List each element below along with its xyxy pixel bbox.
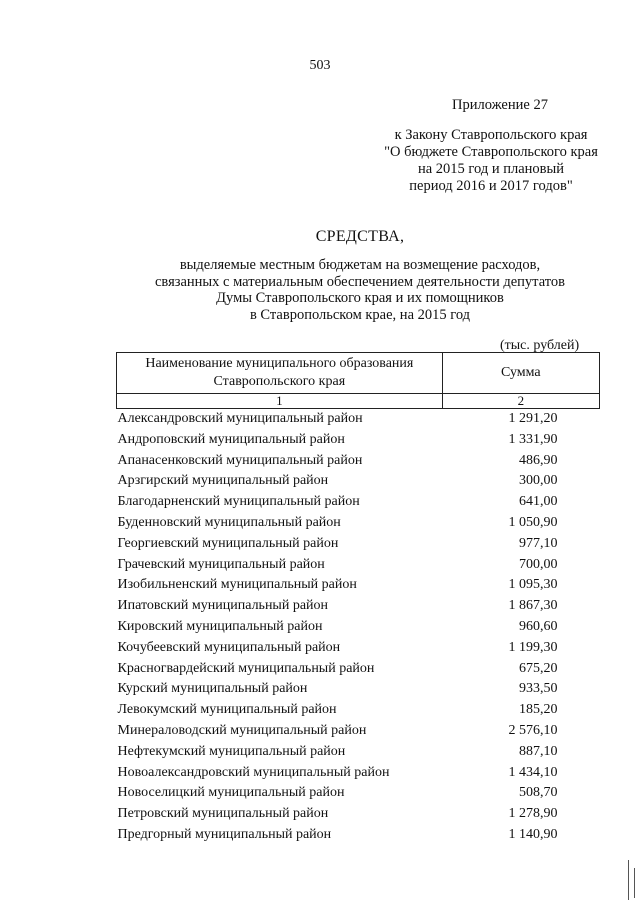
amount-value: 1 050,90 [508,514,558,530]
header-sum: Сумма [442,353,599,394]
table-header-row [117,353,600,394]
table-row [117,575,600,596]
table-row [117,783,600,804]
municipality-name: Грачевский муниципальный район [117,556,325,572]
municipality-name: Александровский муниципальный район [117,411,363,426]
table-row [117,451,600,472]
municipality-name: Новоселицкий муниципальный район [117,785,345,801]
amount-value: 1 291,20 [508,411,558,426]
municipality-name: Курский муниципальный район [117,681,308,697]
law-reference [360,127,622,195]
table-row [117,825,600,846]
table-row [117,638,600,659]
table-row [117,555,600,576]
municipality-name: Петровский муниципальный район [117,806,329,822]
law-reference-line: период 2016 и 2017 годов" [409,178,573,194]
municipality-name: Левокумский муниципальный район [117,702,337,718]
municipality-name: Георгиевский муниципальный район [117,535,339,551]
table-row [117,596,600,617]
municipality-name: Нефтекумский муниципальный район [117,743,346,759]
amount-value: 2 576,10 [508,722,558,738]
table-row [117,534,600,555]
municipality-name: Ипатовский муниципальный район [117,598,329,614]
scan-edge-mark [628,860,629,900]
subtitle-line: выделяемые местным бюджетам на возмещение расходов, [179,257,541,273]
table-row [117,679,600,700]
amount-value: 675,20 [519,660,558,676]
amount-value: 1 867,30 [508,598,558,614]
amount-value: 508,70 [519,785,558,801]
table-row [117,721,600,742]
table-row [117,617,600,638]
municipality-name: Минераловодский муниципальный район [117,722,367,738]
table-row [117,742,600,763]
budget-table [116,352,600,846]
amount-value: 486,90 [519,452,558,468]
table-row [117,763,600,784]
units-label: (тыс. рублей) [500,338,580,353]
column-numbers-row [117,394,600,409]
table-row [117,471,600,492]
header-municipality: Наименование муниципального образования Ставропольского края [117,353,443,394]
amount-value: 1 140,90 [508,826,558,842]
amount-value: 1 199,30 [508,639,558,655]
law-reference-line: "О бюджете Ставропольского края [384,144,598,160]
table-row [117,804,600,825]
amount-value: 185,20 [519,702,558,718]
table-row [117,492,600,513]
municipality-name: Предгорный муниципальный район [117,826,332,842]
table-row [117,700,600,721]
municipality-name: Новоалександровский муниципальный район [117,764,390,780]
municipality-name: Буденновский муниципальный район [117,514,341,530]
table-row [117,409,600,430]
appendix-label: Приложение 27 [452,97,548,113]
table-row [117,430,600,451]
amount-value: 641,00 [519,494,558,510]
table-row [117,659,600,680]
table-row [117,513,600,534]
column-number-1: 1 [117,394,443,409]
scan-edge-mark [634,868,635,898]
amount-value: 700,00 [519,556,558,572]
amount-value: 300,00 [519,473,558,489]
subtitle-line: Думы Ставропольского края и их помощников [216,290,504,306]
amount-value: 1 095,30 [508,577,558,593]
amount-value: 977,10 [519,535,558,551]
municipality-name: Изобильненский муниципальный район [117,577,357,593]
amount-value: 1 278,90 [508,806,558,822]
municipality-name: Красногвардейский муниципальный район [117,660,375,676]
municipality-name: Благодарненский муниципальный район [117,494,360,510]
municipality-name: Арзгирский муниципальный район [117,473,329,489]
municipality-name: Апанасенковский муниципальный район [117,452,363,468]
subtitle-line: в Ставропольском крае, на 2015 год [249,306,471,323]
page-number: 503 [309,58,331,73]
subtitle-line: связанных с материальным обеспечением деятельности депутатов [154,273,565,290]
amount-value: 960,60 [519,618,558,634]
document-title: СРЕДСТВА, [315,228,405,245]
document-subtitle [0,257,640,323]
column-number-2: 2 [442,394,599,409]
amount-value: 887,10 [519,743,558,759]
municipality-name: Кочубеевский муниципальный район [117,639,341,655]
amount-value: 1 434,10 [508,764,558,780]
municipality-name: Кировский муниципальный район [117,618,323,634]
amount-value: 1 331,90 [508,431,558,447]
table-body [117,409,600,846]
municipality-name: Андроповский муниципальный район [117,431,345,447]
law-reference-line: к Закону Ставропольского края [394,127,588,143]
amount-value: 933,50 [519,681,558,697]
law-reference-line: на 2015 год и плановый [417,161,565,177]
